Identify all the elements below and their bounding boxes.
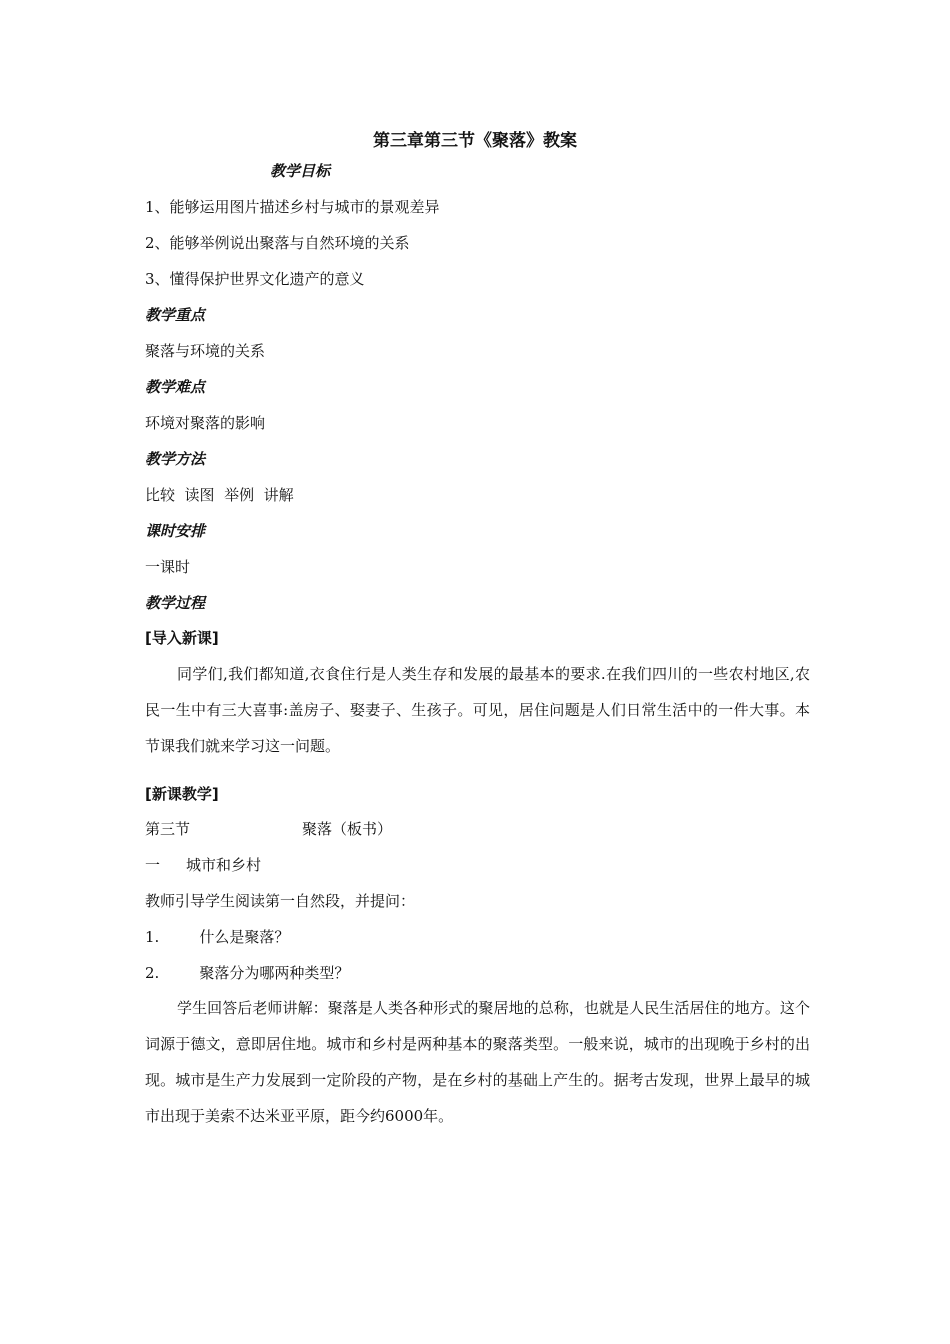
question-text: 聚落分为哪两种类型？ [199,964,350,982]
intro-heading: [导入新课] [145,629,219,647]
objectives-heading: 教学目标 [270,162,331,180]
document-title: 第三章第三节《聚落》教案 [373,131,577,151]
section-label: 第三节 [145,820,191,838]
question-item-1 [145,926,289,948]
key-text: 聚落与环境的关系 [145,342,266,360]
objective-item-1: 1、能够运用图片描述乡村与城市的景观差异 [145,198,440,216]
section-title: 聚落（板书） [302,820,393,838]
key-heading: 教学重点 [145,306,206,324]
part-number: 一 [145,856,161,874]
process-heading: 教学过程 [145,594,206,612]
question-item-2 [145,962,349,984]
part-line [145,854,261,876]
explanation-paragraph: 学生回答后老师讲解：聚落是人类各种形式的聚居地的总称，也就是人民生活居住的地方。这个词源于德文，意即居住地。城市和乡村是两种基本的聚落类型。一般来说，城市的出现晚于乡村的出现。城市是生产力发展到一定阶段的产物，是在乡村的基础上产生的。据考古发现，世界上最早的城市出现于美索不达米亚平原，距今约6000年。 [145,999,810,1125]
objective-item-2: 2、能够举例说出聚落与自然环境的关系 [145,234,410,252]
schedule-text: 一课时 [145,558,191,576]
difficulty-heading: 教学难点 [145,378,206,396]
question-number: 1. [145,928,160,946]
part-title: 城市和乡村 [186,856,262,874]
method-text: 比较 读图 举例 讲解 [145,486,294,504]
question-number: 2. [145,964,160,982]
method-heading: 教学方法 [145,450,206,468]
difficulty-text: 环境对聚落的影响 [145,414,266,432]
guide-text: 教师引导学生阅读第一自然段，并提问： [145,892,416,910]
question-text: 什么是聚落？ [199,928,290,946]
intro-paragraph: 同学们,我们都知道,衣食住行是人类生存和发展的最基本的要求.在我们四川的一些农村地区,农民一生中有三大喜事:盖房子、娶妻子、生孩子。可见，居住问题是人们日常生活中的一件大事。本节课我们就来学习这一问题。 [145,665,810,755]
new-lesson-heading: [新课教学] [145,785,219,803]
objective-item-3: 3、懂得保护世界文化遗产的意义 [145,270,365,288]
section-line [145,818,392,840]
schedule-heading: 课时安排 [145,522,206,540]
